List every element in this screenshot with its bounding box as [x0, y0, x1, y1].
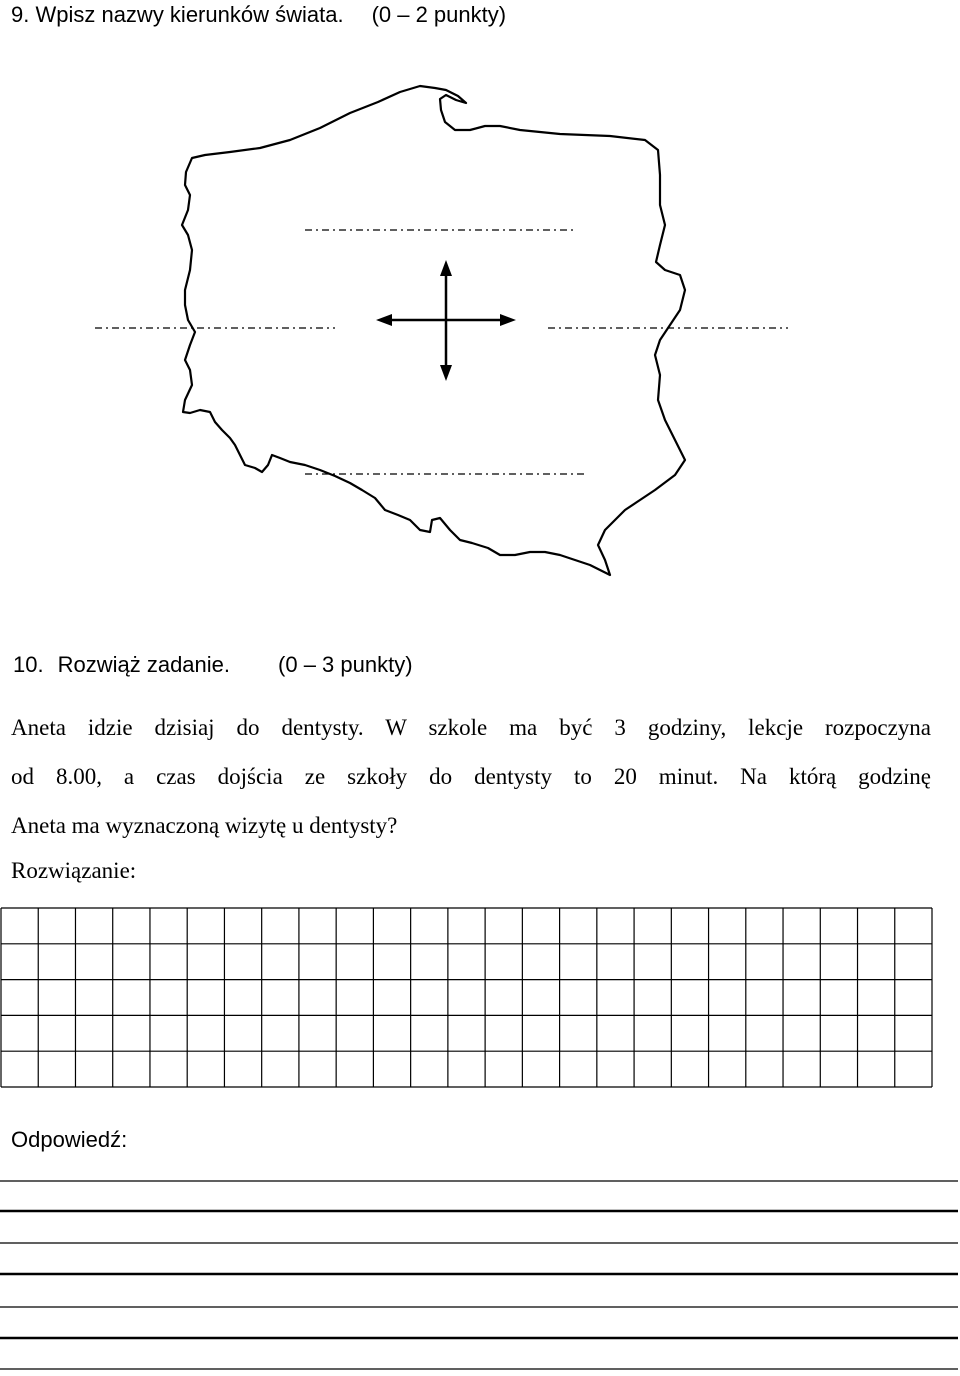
- poland-outline: [182, 86, 685, 575]
- task9-points: (0 – 2 punkty): [371, 2, 507, 27]
- poland-map-figure: [0, 70, 960, 590]
- problem-text-line: Aneta idzie dzisiaj do dentysty. W szkole ma być 3 godziny, lekcje rozpoczyna: [11, 715, 931, 740]
- answer-label: Odpowiedź:: [11, 1127, 128, 1152]
- problem-text-line: od 8.00, a czas dojścia ze szkoły do dentysty to 20 minut. Na którą godzinę: [11, 764, 931, 789]
- task10-title: Rozwiąż zadanie.: [57, 652, 231, 677]
- task10-number: 10.: [13, 652, 44, 677]
- task9-heading: [11, 2, 506, 28]
- solution-label: Rozwiązanie:: [11, 858, 137, 883]
- task9-title: 9. Wpisz nazwy kierunków świata.: [11, 2, 344, 27]
- task10-points: (0 – 3 punkty): [278, 652, 413, 677]
- task10-heading: [13, 652, 413, 678]
- answer-lines-area[interactable]: [0, 1170, 960, 1376]
- compass-arrows-icon: [376, 260, 516, 381]
- solution-grid[interactable]: [0, 906, 960, 1090]
- problem-text-line: Aneta ma wyznaczoną wizytę u dentysty?: [11, 813, 398, 838]
